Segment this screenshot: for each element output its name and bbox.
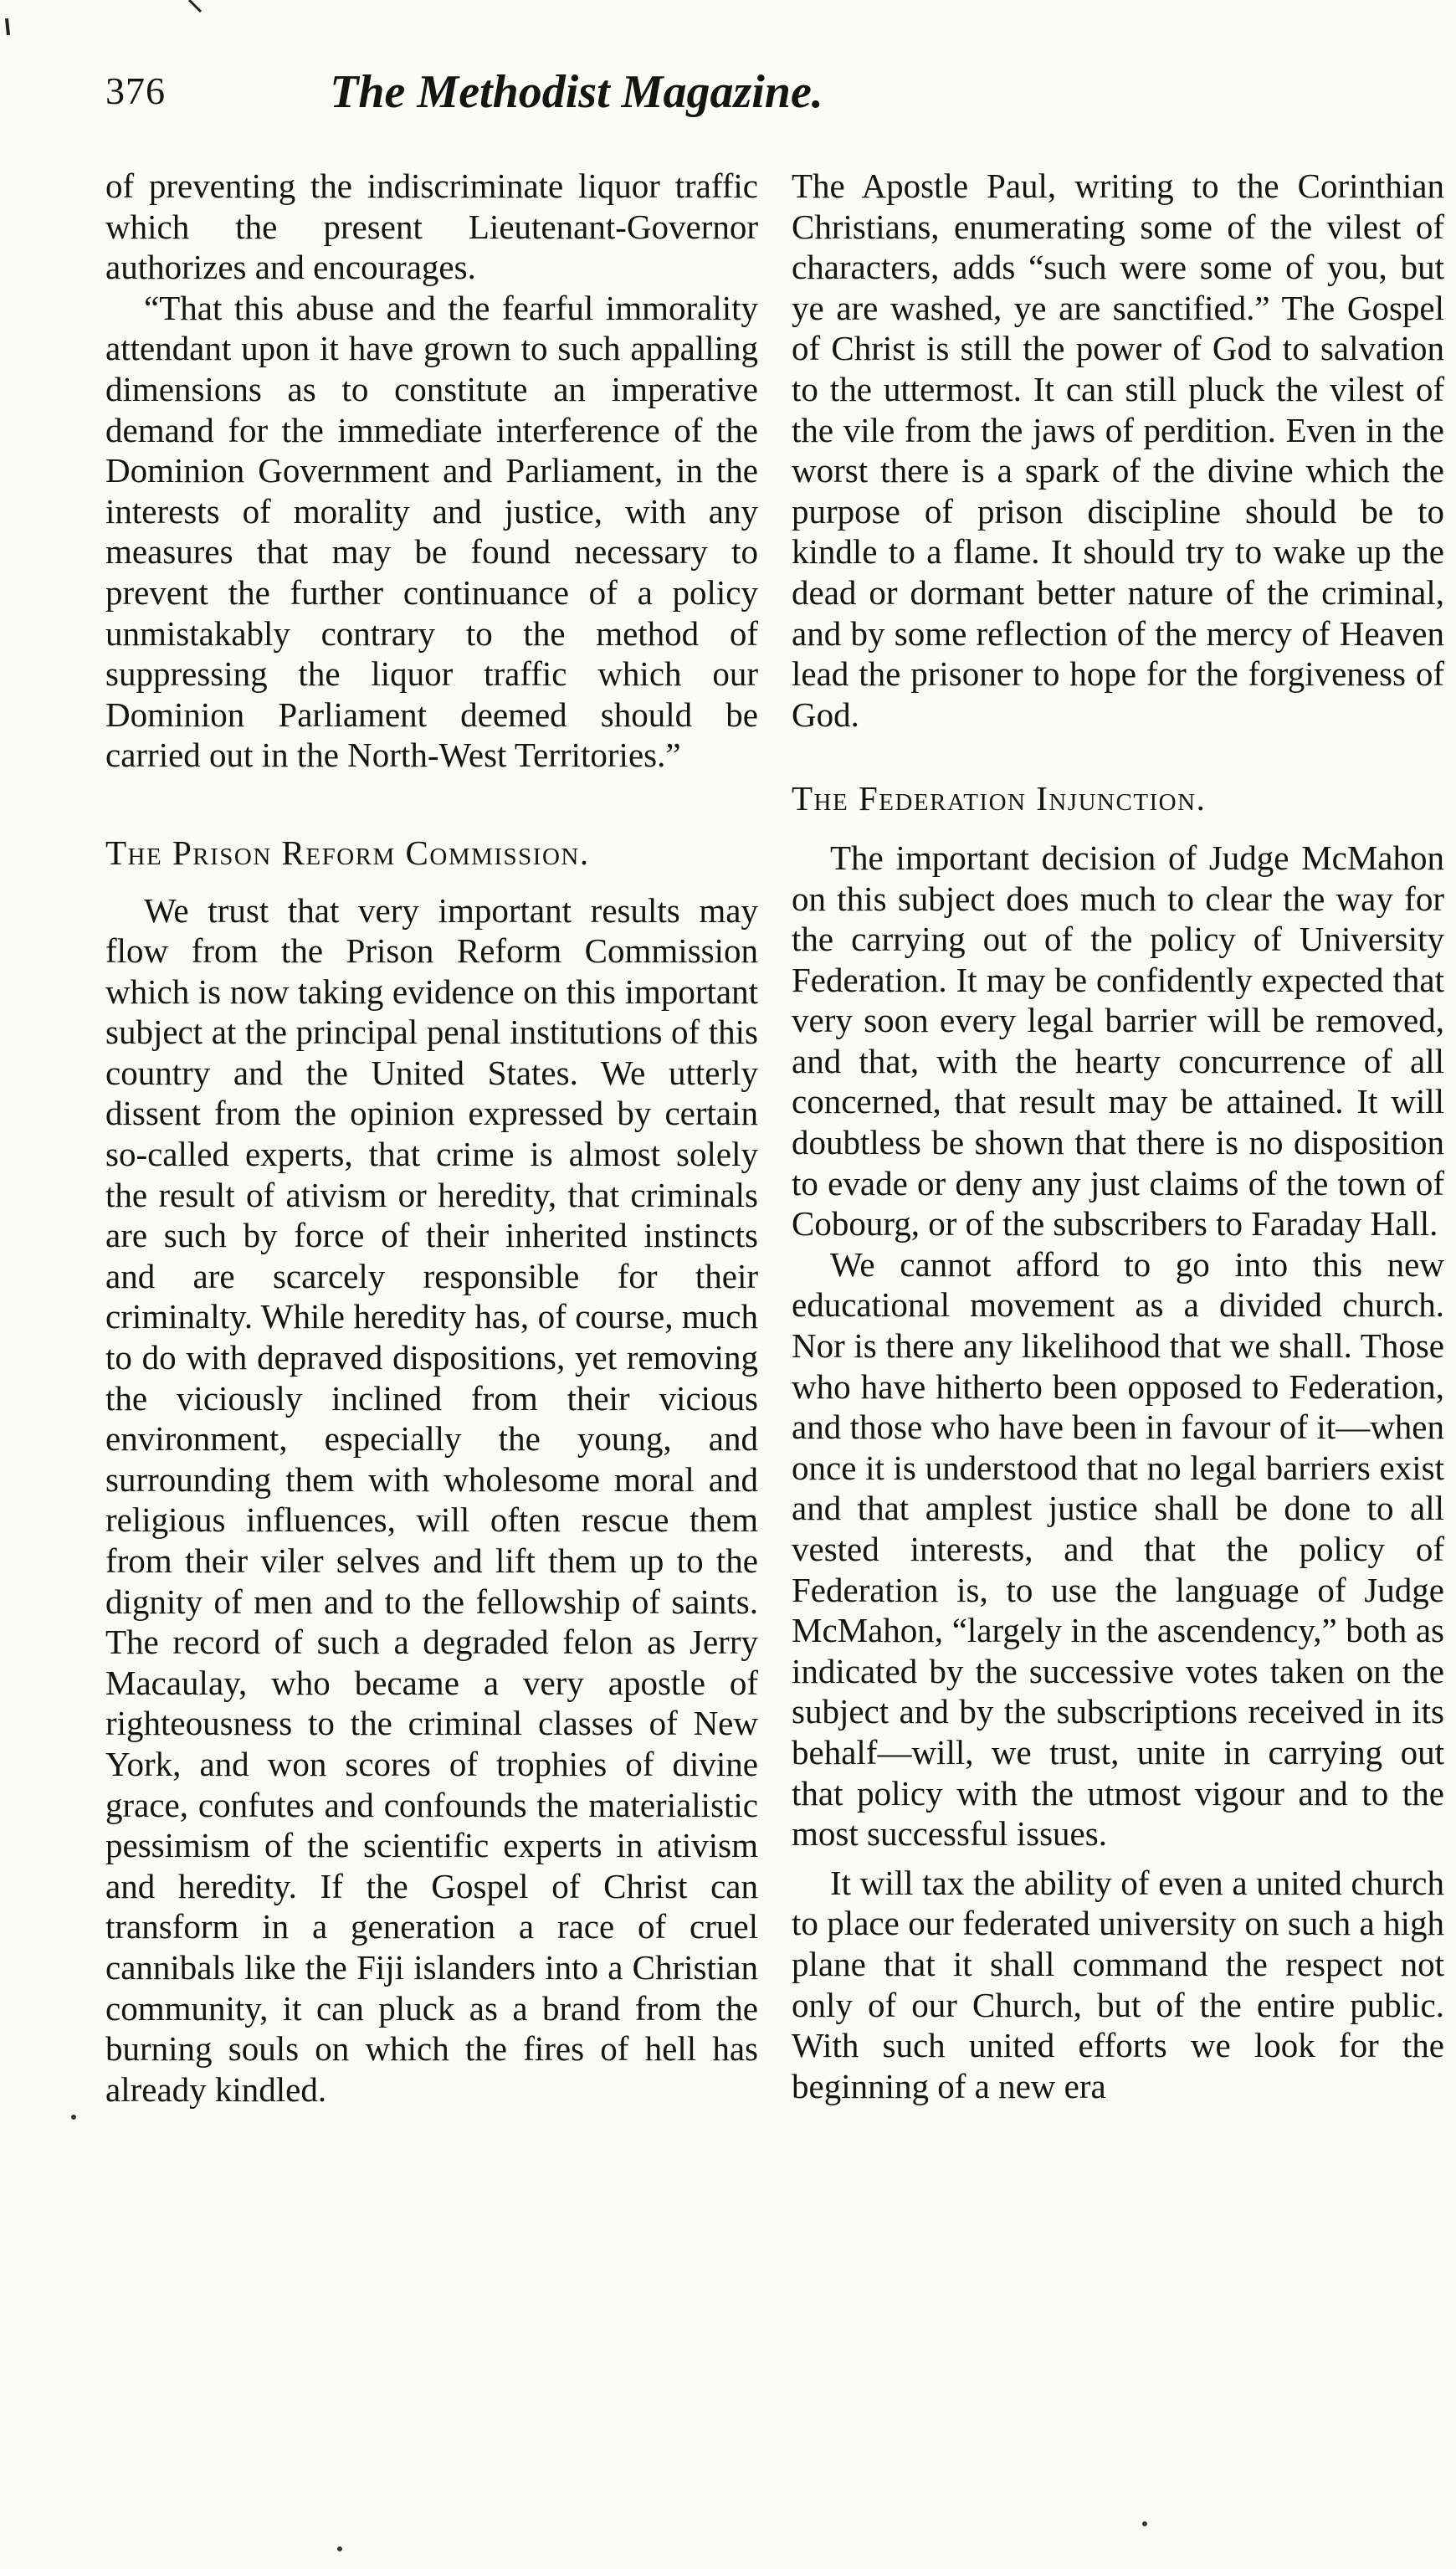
paragraph: It will tax the ability of even a united church to place our federated university on such a high plane that it shall command the respect not only of our Church, but of the entire public. With such united efforts we look for the beginning of a new era — [792, 1863, 1444, 2105]
paragraph: of preventing the indiscriminate liquor traffic which the present Lieutenant-Governor authorizes and encourages. — [105, 167, 758, 287]
paragraph: We cannot afford to go into this new educational movement as a divided church. Nor is there any likelihood that we shall. Those who have hitherto been opposed to Federation, and those who have been in favour of it—when once it is understood that no legal barriers exist and that amplest justice shall be done to all vested interests, and that the policy of Federation is, to use the language of Judge McMahon, “largely in the ascendency,” both as indicated by the successive votes taken on the subject and by the subscriptions received in its behalf—will, we trust, unite in carrying out that policy with the utmost vigour and to the most successful issues. — [792, 1244, 1444, 1854]
page-number: 376 — [105, 69, 166, 112]
section-heading-prison-reform: The Prison Reform Commission. — [105, 833, 590, 872]
paragraph: We trust that very important results may flow from the Prison Reform Commission which is now taking evidence on this important subject at the principal penal institutions of this country and the United States. We utterly dissent from the opinion expressed by certain so-called experts, that crime is almost solely the result of ativism or heredity, that criminals are such by force of their inherited instincts and are scarcely responsible for their criminalty. While heredity has, of course, much to do with depraved dispositions, yet removing the viciously inclined from their vicious environment, especially the young, and surrounding them with wholesome moral and religious influences, will often rescue them from their viler selves and lift them up to the dignity of men and to the fellowship of saints. The record of such a degraded felon as Jerry Macaulay, who became a very apostle of righteousness to the criminal classes of New York, and won scores of trophies of divine grace, confutes and confounds the materialistic pessimism of the scientific experts in ativism and heredity. If the Gospel of Christ can transform in a generation a race of cruel cannibals like the Fiji islanders into a Christian community, it can pluck as a brand from the burning souls on which the fires of hell has already kindled. — [105, 890, 758, 2109]
paragraph: The Apostle Paul, writing to the Corinthian Christians, enumerating some of the vilest of characters, adds “such were some of you, but ye are washed, ye are sanctified.” The Gospel of Christ is still the power of God to salvation to the uttermost. It can still pluck the vilest of the vile from the jaws of perdition. Even in the worst there is a spark of the divine which the purpose of prison discipline should be to kindle to a flame. It should try to wake up the dead or dormant better nature of the criminal, and by some reflection of the mercy of Heaven lead the prisoner to hope for the forgiveness of God. — [792, 167, 1444, 734]
scan-mark — [337, 2546, 342, 2551]
section-heading-federation: The Federation Injunction. — [792, 779, 1207, 818]
scan-mark — [1142, 2521, 1147, 2526]
right-column — [792, 166, 1444, 2106]
paragraph: The important decision of Judge McMahon on this subject does much to clear the way for the carrying out of the policy of University Federation. It may be confidently expected that very soon every legal barrier will be removed, and that, with the hearty concurrence of all concerned, that result may be attained. It will doubtless be shown that there is no disposition to evade or deny any just claims of the town of Cobourg, or of the subscribers to Faraday Hall. — [792, 838, 1444, 1243]
running-head: The Methodist Magazine. — [330, 66, 823, 118]
scan-mark — [189, 0, 201, 12]
page-header — [105, 65, 1048, 132]
scan-mark — [7, 18, 8, 35]
scan-mark — [71, 2115, 76, 2120]
quoted-resolution: “That this abuse and the fearful immorality attendant upon it have grown to such appalling dimensions as to constitute an imperative demand for the immediate interference of the Dominion Government and Parliament, in the interests of morality and justice, with any measures that may be found necessary to prevent the further continuance of a policy unmistakably contrary to the method of suppressing the liquor traffic which our Dominion Parliament deemed should be carried out in the North-West Territories.” — [105, 288, 758, 775]
left-column — [105, 166, 758, 2110]
